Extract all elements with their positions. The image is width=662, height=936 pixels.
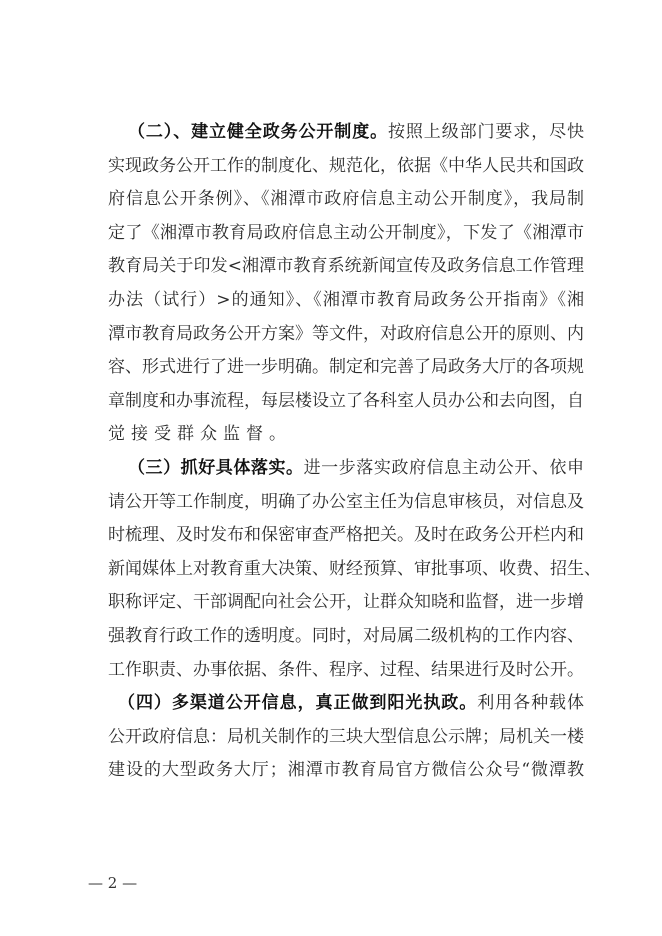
paragraph-4-line: （四）多渠道公开信息，真正做到阳光执政。利用各种载体 — [118, 693, 585, 714]
text-line: 觉接受群众监督。 — [108, 424, 292, 445]
section-heading: （四）多渠道公开信息，真正做到阳光执政。 — [118, 693, 478, 714]
text-line: 潭市教育局政务公开方案》等文件，对政府信息公开的原则、内 — [108, 323, 584, 344]
text-line: 教育局关于印发<湘潭市教育系统新闻宣传及政务信息工作管理 — [108, 256, 584, 277]
text-line: 强教育行政工作的透明度。同时，对局属二级机构的工作内容、 — [108, 625, 584, 646]
section-heading: （三）抓好具体落实。 — [128, 457, 304, 478]
text-line: 办法（试行）>的通知》、《湘潭市教育局政务公开指南》《湘 — [108, 289, 584, 310]
page-number: — 2 — — [88, 874, 138, 892]
section-heading: （二）、建立健全政务公开制度。 — [128, 122, 388, 142]
text-line: 公开政府信息：局机关制作的三块大型信息公示牌；局机关一楼 — [108, 726, 584, 747]
text-line: 工作职责、办事依据、条件、程序、过程、结果进行及时公开。 — [108, 659, 584, 680]
text-line: 时梳理、及时发布和保密审查严格把关。及时在政务公开栏内和 — [108, 525, 584, 546]
document-body — [108, 116, 601, 788]
text-line: 实现政务公开工作的制度化、规范化，依据《中华人民共和国政 — [108, 155, 584, 176]
text-line: 职称评定、干部调配向社会公开，让群众知晓和监督，进一步增 — [108, 592, 584, 613]
text-line: 定了《湘潭市教育局政府信息主动公开制度》，下发了《湘潭市 — [108, 222, 584, 243]
text-line: 建设的大型政务大厅；湘潭市教育局官方微信公众号“微潭教 — [108, 760, 584, 781]
text-line: 请公开等工作制度，明确了办公室主任为信息审核员，对信息及 — [108, 491, 584, 512]
text-line: 章制度和办事流程，每层楼设立了各科室人员办公和去向图，自 — [108, 390, 584, 411]
text-line: 容、形式进行了进一步明确。制定和完善了局政务大厅的各项规 — [108, 357, 584, 378]
text-line: 府信息公开条例》、《湘潭市政府信息主动公开制度》，我局制 — [108, 189, 584, 210]
paragraph-2-line: （二）、建立健全政务公开制度。按照上级部门要求，尽快 — [128, 122, 584, 142]
text-line: 新闻媒体上对教育重大决策、财经预算、审批事项、收费、招生、 — [108, 558, 601, 579]
paragraph-3-line: （三）抓好具体落实。进一步落实政府信息主动公开、依申 — [128, 457, 585, 478]
